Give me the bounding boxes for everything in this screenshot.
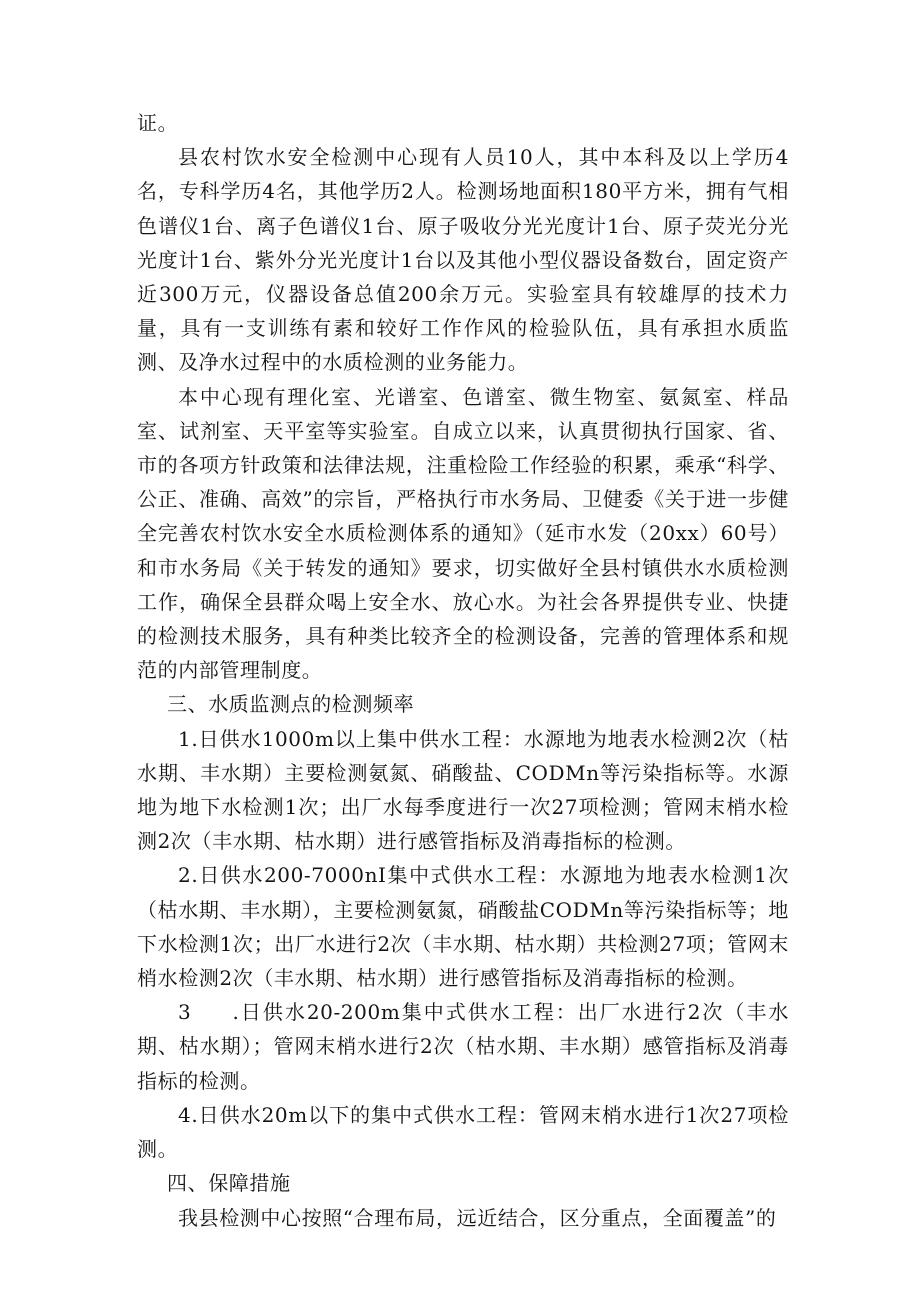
document-body (137, 106, 789, 1235)
paragraph-continuation: 证。 (137, 111, 179, 135)
paragraph-safeguards-intro: 我县检测中心按照“合理布局，远近结合，区分重点，全面覆盖”的 (178, 1205, 777, 1230)
paragraph-frequency-item-3: 3 .日供水20-200m集中式供水工程：出厂水进行2次（丰水期、枯水期）；管网末梢水进行2次（枯水期、丰水期）感管指标及消毒指标的检测。 (137, 1000, 789, 1093)
paragraph-laboratories: 本中心现有理化室、光谱室、色谱室、微生物室、氨氮室、样品室、试剂室、天平室等实验室。自成立以来，认真贯彻执行国家、省、市的各项方针政策和法律法规，注重检险工作经验的积累，乘承“科学、公正、准确、高效”的宗旨，严格执行市水务局、卫健委《关于进一步健全完善农村饮水安全水质检测体系的通知》（延市水发（20xx）60号）和市水务局《关于转发的通知》要求，切实做好全县村镇供水水质检测工作，确保全县群众喝上安全水、放心水。为社会各界提供专业、快捷的检测技术服务，具有种类比较齐全的检测设备，完善的管理体系和规范的内部管理制度。 (137, 384, 789, 683)
section-heading-frequency: 三、水质监测点的检测频率 (167, 692, 415, 717)
paragraph-frequency-item-4: 4.日供水20m以下的集中式供水工程：管网末梢水进行1次27项检测。 (137, 1102, 789, 1162)
paragraph-staff-equipment: 县农村饮水安全检测中心现有人员10人，其中本科及以上学历4名，专科学历4名，其他学历2人。检测场地面积180平方米，拥有气相色谱仪1台、离子色谱仪1台、原子吸收分光光度计1台、原子荧光分光光度计1台、紫外分光光度计1台以及其他小型仪器设备数台，固定资产近300万元，仪器设备总值200余万元。实验室具有较雄厚的技术力量，具有一支训练有素和较好工作作风的检验队伍，具有承担水质监测、及净水过程中的水质检测的业务能力。 (137, 145, 789, 375)
paragraph-frequency-item-2: 2.日供水200-7000nI集中式供水工程：水源地为地表水检测1次（枯水期、丰水期），主要检测氨氮，硝酸盐CODMn等污染指标等；地下水检测1次；出厂水进行2次（丰水期、枯水期）共检测27项；管网末梢水检测2次（丰水期、枯水期）进行感管指标及消毒指标的检测。 (137, 863, 789, 991)
paragraph-frequency-item-1: 1.日供水1000m以上集中供水工程：水源地为地表水检测2次（枯水期、丰水期）主要检测氨氮、硝酸盐、CODMn等污染指标等。水源地为地下水检测1次；出厂水每季度进行一次27项检测；管网末梢水检测2次（丰水期、枯水期）进行感管指标及消毒指标的检测。 (137, 726, 789, 854)
section-heading-safeguards: 四、保障措施 (167, 1171, 291, 1196)
